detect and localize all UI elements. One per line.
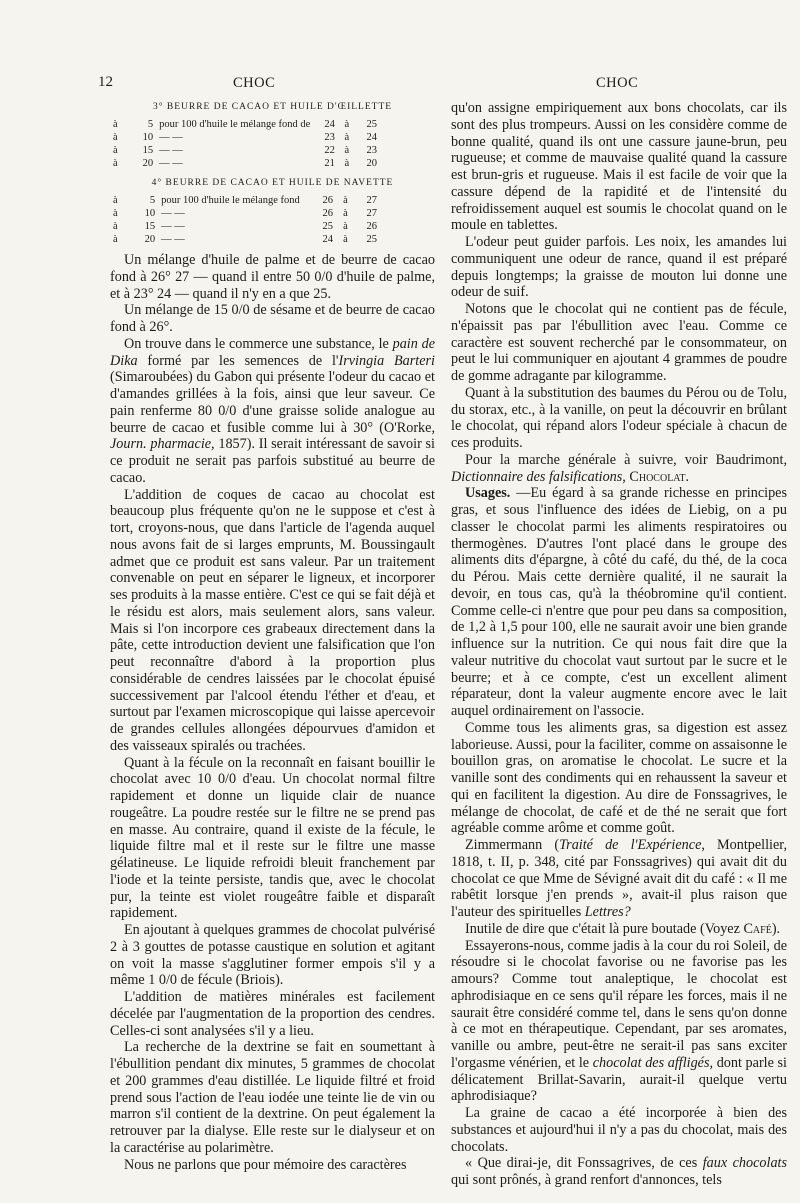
table-cell: à	[113, 158, 118, 169]
table-row	[110, 233, 380, 246]
table-cell: à	[113, 132, 118, 143]
table-title-navette: 4° BEURRE DE CACAO ET HUILE DE NAVETTE	[151, 178, 394, 188]
table-cell: à	[343, 234, 348, 245]
table-cell: 25	[366, 119, 377, 130]
paragraph: La recherche de la dextrine se fait en soumettant à l'ébullition pendant dix minutes, 5 grammes de chocolat et 200 grammes d'eau distillée. Le liquide filtré et froid prend sous l'action de l'eau iodée une teinte lie de vin ou marron s'il contient de la dextrine. On peut également la retrouver par la dialyse. Elle reste sur le dialyseur et on la caractérise au polarimètre.	[110, 1039, 435, 1156]
left-column	[110, 100, 435, 1173]
table-cell: 20	[144, 234, 156, 245]
paragraph: Un mélange d'huile de palme et de beurre de cacao fond à 26° 27 — quand il entre 50 0/0 d'huile de palme, et à 23° 24 — quand il n'y en a que 25.	[110, 252, 435, 302]
running-title-right: CHOC	[596, 75, 639, 91]
table-cell: 23	[324, 132, 335, 143]
table-cell: 23	[366, 145, 377, 156]
table-cell: 27	[366, 208, 377, 219]
table-cell: 20	[366, 158, 377, 169]
table-row	[110, 207, 380, 220]
table-cell: — —	[159, 132, 183, 143]
table-cell: 15	[142, 145, 154, 156]
paragraph: Zimmermann (Traité de l'Expérience, Montpellier, 1818, t. II, p. 348, cité par Fonssagrives) qui avait dit du chocolat ce que Mme de Sévigné avait dit du café : « Il me rabêtit lorsque j'en prends », avait-il plus raison que l'auteur des spirituelles Lettres?	[451, 837, 787, 920]
table-cell: à	[113, 221, 118, 232]
table-cell: — —	[159, 145, 183, 156]
table-cell: 15	[144, 221, 156, 232]
table-cell: 5	[149, 195, 156, 206]
table-cell: 24	[324, 119, 335, 130]
table-cell: à	[113, 234, 118, 245]
table-cell: 10	[142, 132, 154, 143]
right-column	[451, 100, 787, 1189]
table-cell: 24	[322, 234, 334, 245]
table-row	[110, 131, 380, 144]
table-cell: à	[113, 195, 118, 206]
page-number: 12	[98, 74, 113, 90]
table-title-oeillette: 3° BEURRE DE CACAO ET HUILE D'ŒILLETTE	[152, 102, 393, 112]
table-cell: à	[344, 119, 350, 130]
table-cell: à	[343, 221, 348, 232]
table-cell: 26	[322, 195, 334, 206]
paragraph: Comme tous les aliments gras, sa digestion est assez laborieuse. Aussi, pour la faciliter, comme on assaisonne le bouillon gras, on aromatise le chocolat. Le sucre et la vanille sont des condiments qui en rehaussent la saveur et qui en facilitent la digestion. Au dire de Fonssagrives, le mélange de chocolat, de café et de thé ne serait que fort agréable comme arôme et comme goût.	[451, 719, 787, 837]
running-header	[0, 74, 800, 96]
running-title-left: CHOC	[233, 75, 276, 91]
table-cell: à	[344, 158, 350, 169]
table-cell: 10	[144, 208, 156, 219]
table-cell: à	[113, 119, 118, 130]
table-cell: 22	[324, 145, 335, 156]
table-row	[110, 220, 380, 233]
paragraph: L'odeur peut guider parfois. Les noix, les amandes lui communiquent une odeur de rance, quand il est préparé depuis longtemps; la graisse de mouton lui donne une odeur de suif.	[451, 234, 787, 301]
paragraph: L'addition de matières minérales est facilement décelée par l'augmentation de la proportion des cendres. Celles-ci sont analysées s'il y a lieu.	[110, 989, 435, 1039]
table-cell: à	[113, 208, 118, 219]
paragraph: Quant à la substitution des baumes du Pérou ou de Tolu, du storax, etc., à la vanille, on peut la découvrir en brûlant le chocolat, qui répand alors l'odeur spéciale à chacun de ces produits.	[451, 384, 787, 451]
table-row	[110, 157, 380, 170]
melting-table-navette	[110, 194, 380, 246]
table-cell: 26	[322, 208, 334, 219]
table-row	[110, 118, 380, 131]
section-label-usages: Usages.	[465, 485, 511, 502]
paragraph: Essayerons-nous, comme jadis à la cour du roi Soleil, de résoudre si le chocolat favorise ou ne favorise pas les amours? Comme tout analeptique, le chocolat est aphrodisiaque en ce sens qu'il répare les forces, mais il ne saurait être considéré comme tel, dans le sens qu'on donne à ce mot en thérapeutique. Cependant, par ses aromates, vanille ou ambre, peut-être ne serait-il pas sans exciter l'orgasme vénérien, et le chocolat des affligés, dont parle si délicatement Brillat-Savarin, aurait-il quelque vertu aphrodisiaque?	[451, 937, 787, 1105]
paragraph: La graine de cacao a été incorporée à bien des substances et aujourd'hui il n'y a pas du chocolat, mais des chocolats.	[451, 1105, 787, 1155]
paragraph: Un mélange de 15 0/0 de sésame et de beurre de cacao fond à 26°.	[110, 302, 435, 335]
table-cell: — —	[161, 234, 185, 245]
table-cell: 27	[366, 195, 377, 206]
table-cell: à	[113, 145, 118, 156]
paragraph: Pour la marche générale à suivre, voir Baudrimont, Dictionnaire des falsifications, Chocolat.	[451, 451, 787, 485]
table-cell: 5	[147, 119, 154, 130]
paragraph: Usages. —Eu égard à sa grande richesse en principes gras, et sous l'influence des idées de Liebig, on a pu classer le chocolat parmi les aliments respiratoires ou thermogènes. D'autres l'ont placé dans le groupe des aliments dits d'épargne, à côté du café, du thé, de la coca du Pérou. Mais cette dernière qualité, il ne saurait la devoir, en tous cas, qu'à la théobromine qu'il contient. Comme celle-ci n'entre que pour peu dans sa composition, de 1,2 à 1,5 pour 100, elle ne saurait avoir une bien grande influence sur la nutrition. Ce qui nous fait dire que la valeur nutritive du chocolat vaut surtout par le sucre et le beurre; et à ce compte, c'est un excellent aliment réparateur, dont la valeur augmente encore avec le lait auquel ordinairement on l'associe.	[451, 485, 787, 719]
table-cell: à	[344, 145, 350, 156]
table-cell: à	[344, 132, 350, 143]
table-cell: 21	[324, 158, 335, 169]
table-cell: — —	[161, 208, 185, 219]
table-cell: 24	[366, 132, 377, 143]
table-row	[110, 194, 380, 207]
table-row	[110, 144, 380, 157]
table-cell: 25	[322, 221, 334, 232]
table-cell: pour 100 d'huile le mélange fond	[161, 195, 300, 206]
table-cell: pour 100 d'huile le mélange fond de	[159, 119, 311, 130]
table-cell: à	[343, 208, 348, 219]
paragraph: Quant à la fécule on la reconnaît en faisant bouillir le chocolat avec 10 0/0 d'eau. Un chocolat normal filtre rapidement et donne un liquide clair de nuance rougeâtre. La poudre restée sur le filtre ne se prend pas en masse. Au contraire, quand il existe de la fécule, le liquide filtre mal et il reste sur le filtre une masse gélatineuse. Le liquide refroidi bleuit franchement par l'iode et la teinte persiste, tandis que, avec le chocolat pur, la teinte est violet rougeâtre faible et disparaît rapidement.	[110, 754, 435, 922]
paragraph: « Que dirai-je, dit Fonssagrives, de ces faux chocolats qui sont prônés, à grand renfort d'annonces, tels	[451, 1155, 787, 1188]
table-cell: — —	[161, 221, 185, 232]
table-cell: 20	[142, 158, 154, 169]
table-cell: 25	[366, 234, 377, 245]
melting-table-oeillette	[110, 118, 380, 170]
paragraph: Notons que le chocolat qui ne contient pas de fécule, n'épaissit pas par l'ébullition avec l'eau. Comme ce caractère est souvent recherché par le consommateur, on peut le lui communiquer en ajoutant 4 grammes de poudre de gomme adragante par kilogramme.	[451, 301, 787, 384]
paragraph: Nous ne parlons que pour mémoire des caractères	[124, 1156, 407, 1173]
paragraph: L'addition de coques de cacao au chocolat est beaucoup plus fréquente qu'on ne le suppose et c'est à tort, croyons-nous, que dans l'article de l'agenda auquel nous avons fait de si larges emprunts, M. Boussingault admet que ce produit est sans valeur. Par un traitement convenable on peut en séparer le ligneux, et incorporer ses produits à la masse entière. C'est ce qui se fait déjà et le résidu est alors, mais seulement alors, sans valeur. Mais si l'on incorpore ces grabeaux directement dans la pâte, cette introduction devient une falsification que l'on peut reconnaître d'abord à la proportion plus considérable de cendres laissées par le chocolat épuisé successivement par l'alcool étendu l'éther et d'eau, et surtout par l'examen microscopique qui laisse apercevoir de grandes cellules allongées dépourvues d'amidon et des vaisseaux spiralés ou trachées.	[110, 486, 435, 754]
table-cell: à	[343, 195, 348, 206]
paragraph: On trouve dans le commerce une substance, le pain de Dika formé par les semences de l'Irvingia Barteri (Simaroubées) du Gabon qui présente l'odeur du cacao et d'amandes grillées à la fois, ainsi que leur saveur. Ce pain renferme 80 0/0 d'une graisse solide analogue au beurre de cacao et fusible comme lui à 30° (O'Rorke, Journ. pharmacie, 1857). Il serait intéressant de savoir si ce produit ne serait pas parfois substitué au beurre de cacao.	[110, 335, 435, 486]
paragraph: En ajoutant à quelques grammes de chocolat pulvérisé 2 à 3 gouttes de potasse caustique en solution et agitant on voit la masse s'agglutiner former empois s'il y a même 1 0/0 de fécule (Briois).	[110, 922, 435, 989]
paragraph: Inutile de dire que c'était là pure boutade (Voyez Café).	[465, 920, 781, 937]
table-cell: 26	[366, 221, 377, 232]
table-cell: — —	[159, 158, 183, 169]
paragraph: qu'on assigne empiriquement aux bons chocolats, car ils sont des plus trompeurs. Aussi on les considère comme de bonne qualité, quand ils ont une cassure jaune-brun, peu rugueuse; et comme de mauvaise qualité quand la cassure est brun-gris et rugueuse. Mais il est facile de voir que la cassure dépend de la rapidité et de l'intensité du refroidissement auquel est soumis le chocolat quand on le moule en tablettes.	[451, 100, 787, 234]
